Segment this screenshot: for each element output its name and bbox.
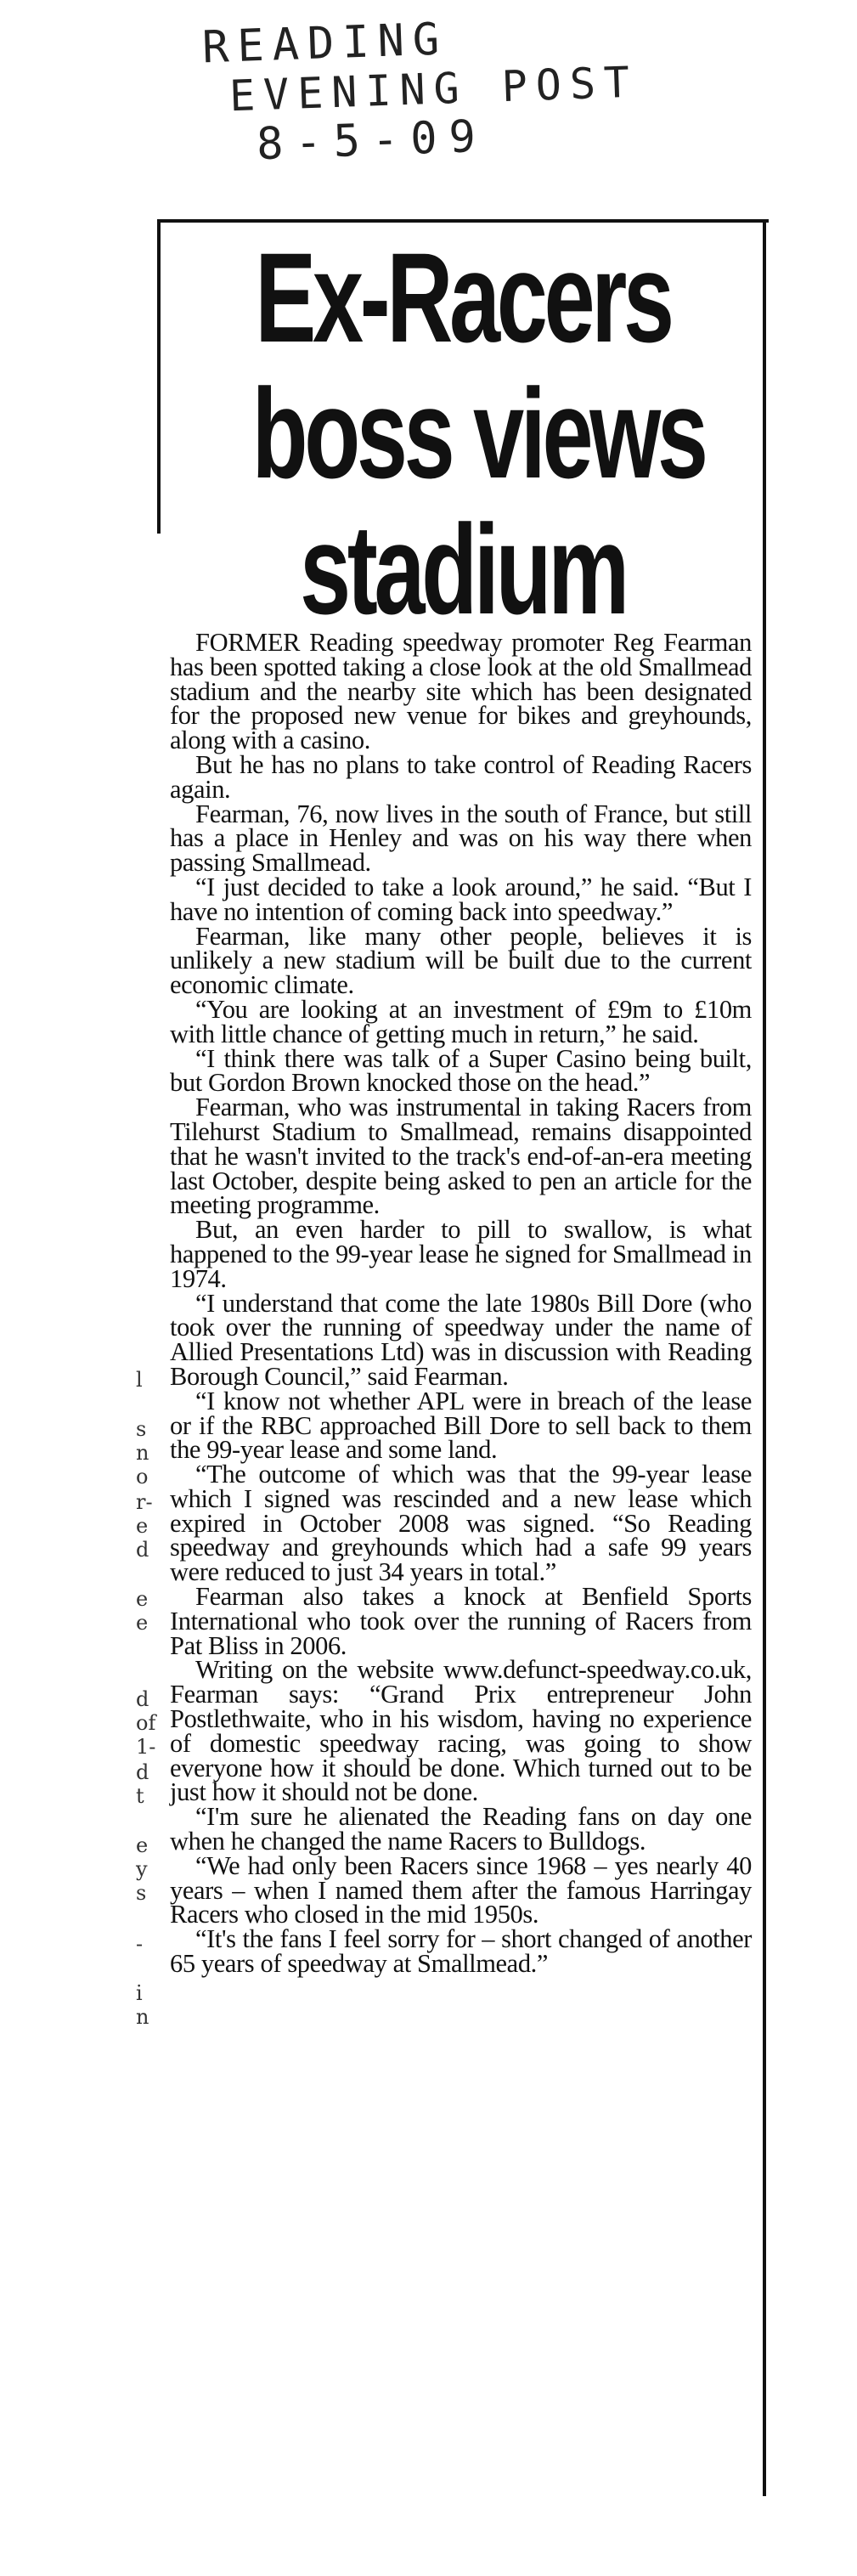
article-headline bbox=[251, 226, 705, 641]
margin-fragment: d bbox=[136, 1538, 149, 1562]
headline-line: Ex-Racers bbox=[255, 226, 671, 369]
column-rule-left bbox=[157, 219, 161, 534]
handwritten-publication: READING bbox=[201, 14, 449, 74]
article-paragraph: “We had only been Racers since 1968 – yes nearly 40 years – when I named them after the famous Harringay Racers who closed in the mid 1950s. bbox=[170, 1850, 752, 1929]
column-rule-top bbox=[157, 219, 769, 223]
article-paragraph: “I just decided to take a look around,” he said. “But I have no intention of coming back into speedway.” bbox=[170, 872, 752, 926]
margin-fragment: t bbox=[136, 1784, 144, 1808]
margin-fragment: r- bbox=[136, 1490, 153, 1514]
article-paragraph: But, an even harder to pill to swallow, is what happened to the 99-year lease he signed for Smallmead in 1974. bbox=[170, 1215, 752, 1293]
margin-fragment: i bbox=[136, 1981, 143, 2005]
article-paragraph: Fearman, who was instrumental in taking Racers from Tilehurst Stadium to Smallmead, remains disappointed that he wasn't invited to the track's end-of-an-era meeting last October, despite being asked to pen an article for the meeting programme. bbox=[170, 1093, 752, 1220]
margin-fragment: y bbox=[136, 1857, 148, 1881]
article-paragraph: “I know not whether APL were in breach of the lease or if the RBC approached Bill Dore to sell back to them the 99-year lease and some land. bbox=[170, 1386, 752, 1465]
column-rule-right bbox=[763, 219, 766, 2496]
article-paragraph: Fearman also takes a knock at Benfield Sports International who took over the running of Racers from Pat Bliss in 2006. bbox=[170, 1582, 752, 1660]
article-paragraph: “I think there was talk of a Super Casino being built, but Gordon Brown knocked those on the head.” bbox=[170, 1043, 752, 1098]
handwritten-note bbox=[201, 11, 640, 172]
headline-line: stadium bbox=[300, 498, 626, 641]
article-paragraph: Fearman, like many other people, believes it is unlikely a new stadium will be built due to the current economic climate. bbox=[170, 921, 752, 1000]
margin-fragment: e bbox=[136, 1833, 149, 1857]
margin-fragment: 1- bbox=[136, 1735, 156, 1759]
margin-fragment: o bbox=[136, 1465, 149, 1489]
margin-fragment: s bbox=[136, 1417, 147, 1441]
article-paragraph: “You are looking at an investment of £9m to £10m with little chance of getting much in return,” he said. bbox=[170, 994, 752, 1048]
article-paragraph: But he has no plans to take control of Reading Racers again. bbox=[170, 749, 752, 804]
article-paragraph: Fearman, 76, now lives in the south of France, but still has a place in Henley and was on his way there when passing Smallmead. bbox=[170, 799, 752, 878]
handwritten-publication-2: EVENING POST bbox=[228, 57, 640, 121]
headline-line: boss views bbox=[251, 362, 705, 505]
margin-fragment: e bbox=[136, 1587, 149, 1611]
margin-fragment: d bbox=[136, 1687, 149, 1711]
margin-fragment: s bbox=[136, 1881, 147, 1905]
article-body bbox=[170, 628, 752, 1979]
article-paragraph: Writing on the website www.defunct-speedway.co.uk, Fearman says: “Grand Prix entrepreneur John Postlethwaite, who in his wisdom, having no experience of domestic speedway racing, was going to show everyone how it should be done. Which turned out to be just how it should not be done. bbox=[170, 1655, 752, 1807]
margin-fragment: of bbox=[136, 1711, 156, 1735]
margin-fragment: n bbox=[136, 2005, 149, 2029]
article-paragraph: “It's the fans I feel sorry for – short changed of another 65 years of speedway at Smallmead.” bbox=[170, 1924, 752, 1979]
margin-fragment: d bbox=[136, 1760, 149, 1784]
margin-fragment: l bbox=[136, 1368, 143, 1392]
margin-fragment: e bbox=[136, 1514, 149, 1538]
article-paragraph: “I'm sure he alienated the Reading fans on day one when he changed the name Racers to Bulldogs. bbox=[170, 1802, 752, 1856]
margin-fragment: - bbox=[136, 1932, 144, 1956]
article-paragraph: “I understand that come the late 1980s Bill Dore (who took over the running of speedway under the name of Allied Presentations Ltd) was in discussion with Reading Borough Council,” said Fearman. bbox=[170, 1288, 752, 1391]
handwritten-date: 8-5-09 bbox=[256, 110, 488, 171]
article-paragraph: FORMER Reading speedway promoter Reg Fearman has been spotted taking a close look at the old Smallmead stadium and the nearby site which has been designated for the proposed new venue for bikes and greyhounds, along with a casino. bbox=[170, 628, 752, 755]
article-paragraph: “The outcome of which was that the 99-year lease which I signed was rescinded and a new lease which expired in October 2008 was signed. “So Reading speedway and greyhounds which had a safe 99 years were reduced to just 34 years in total.” bbox=[170, 1460, 752, 1587]
margin-fragment: n bbox=[136, 1441, 149, 1465]
margin-fragment: e bbox=[136, 1611, 149, 1635]
